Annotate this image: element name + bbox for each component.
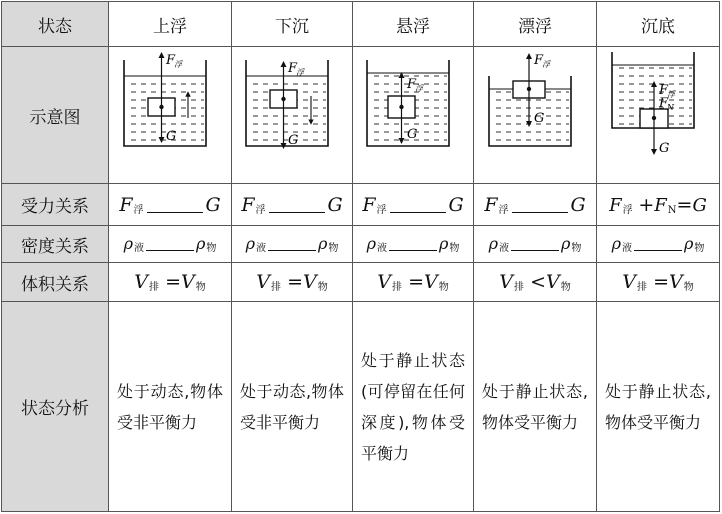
label-f: F: [534, 53, 544, 68]
force-relation: $F_浮$ G: [484, 193, 586, 216]
sinking-diagram-svg: [232, 48, 352, 178]
corner-cell: 状态: [2, 2, 109, 47]
volume-sinking: [232, 263, 353, 302]
analysis-sunk: 处于静止状态,物体受平衡力: [597, 302, 720, 512]
volume-rising: [109, 263, 232, 302]
answer-blank: [389, 236, 437, 251]
rising-diagram-svg: [110, 48, 230, 178]
force-sinking: [232, 184, 353, 226]
density-sinking: [232, 226, 353, 263]
volume-suspended: [353, 263, 474, 302]
label-f: F: [288, 61, 298, 76]
volume-relation: $V_排 =V_物$: [134, 271, 206, 293]
row-label-analysis: 状态分析: [2, 302, 109, 512]
floating-diagram-svg: [475, 48, 595, 178]
label-g: G: [288, 133, 299, 148]
label-f-sub: 浮: [174, 60, 182, 69]
state-header: 漂浮: [474, 2, 597, 47]
diagram-sinking: [232, 47, 353, 184]
diagram-floating: [474, 47, 597, 184]
volume-sunk: [597, 263, 720, 302]
force-relation: $F_浮$ G: [241, 193, 343, 216]
label-f-sub: 浮: [415, 84, 423, 93]
answer-blank: [390, 198, 446, 213]
analysis-sinking: 处于动态,物体受非平衡力: [232, 302, 353, 512]
label-f-sub: 浮: [296, 68, 304, 77]
label-g: G: [166, 129, 177, 144]
volume-relation: $V_排 =V_物$: [377, 271, 449, 293]
diagram-row: [2, 47, 720, 184]
header-row: [2, 2, 720, 47]
answer-blank: [268, 236, 316, 251]
force-rising: [109, 184, 232, 226]
volume-relation: $V_排 =V_物$: [256, 271, 328, 293]
answer-blank: [146, 236, 194, 251]
analysis-row: [2, 302, 720, 512]
state-header: 上浮: [109, 2, 232, 47]
answer-blank: [269, 198, 325, 213]
label-f-sub: 浮: [542, 60, 550, 69]
force-relation: $F_浮 +F_N=G$: [609, 193, 707, 216]
density-relation: $\rho_液$ $\rho_物$: [611, 234, 705, 254]
row-label-force: 受力关系: [2, 184, 109, 226]
volume-relation: $V_排 =V_物$: [622, 271, 694, 293]
row-label-density: 密度关系: [2, 226, 109, 263]
volume-relation: $V_排 <V_物$: [499, 271, 571, 293]
volume-row: [2, 263, 720, 302]
sunk-diagram-svg: [598, 48, 718, 178]
force-row: [2, 184, 720, 226]
density-relation: $\rho_液$ $\rho_物$: [366, 234, 460, 254]
force-relation: $F_浮$ G: [119, 193, 221, 216]
state-header: 悬浮: [353, 2, 474, 47]
force-sunk: [597, 184, 720, 226]
force-relation: $F_浮$ G: [362, 193, 464, 216]
suspended-diagram-svg: [353, 48, 473, 178]
label-f-sub: 浮: [667, 90, 675, 99]
analysis-floating: 处于静止状态,物体受平衡力: [474, 302, 597, 512]
row-label-volume: 体积关系: [2, 263, 109, 302]
diagram-sunk: [597, 47, 720, 184]
answer-blank: [147, 198, 203, 213]
diagram-suspended: [353, 47, 474, 184]
density-relation: $\rho_液$ $\rho_物$: [488, 234, 582, 254]
answer-blank: [512, 198, 568, 213]
answer-blank: [511, 236, 559, 251]
label-f: F: [166, 53, 176, 68]
density-sunk: [597, 226, 720, 263]
answer-blank: [634, 236, 682, 251]
volume-floating: [474, 263, 597, 302]
diagram-rising: [109, 47, 232, 184]
force-floating: [474, 184, 597, 226]
state-header: 下沉: [232, 2, 353, 47]
density-relation: $\rho_液$ $\rho_物$: [245, 234, 339, 254]
analysis-rising: 处于动态,物体受非平衡力: [109, 302, 232, 512]
label-f: F: [659, 83, 669, 98]
label-fn: F: [659, 96, 669, 111]
state-header: 沉底: [597, 2, 720, 47]
density-rising: [109, 226, 232, 263]
density-relation: $\rho_液$ $\rho_物$: [123, 234, 217, 254]
water-fill: [248, 77, 326, 144]
density-row: [2, 226, 720, 263]
label-g: G: [534, 111, 545, 126]
density-suspended: [353, 226, 474, 263]
label-f: F: [407, 77, 417, 92]
analysis-suspended: 处于静止状态(可停留在任何深度),物体受平衡力: [353, 302, 474, 512]
density-floating: [474, 226, 597, 263]
buoyancy-states-table: [1, 1, 720, 512]
label-g: G: [407, 127, 418, 142]
force-suspended: [353, 184, 474, 226]
label-g: G: [659, 141, 670, 156]
row-label-diagram: 示意图: [2, 47, 109, 184]
label-fn-sub: N: [667, 103, 674, 112]
